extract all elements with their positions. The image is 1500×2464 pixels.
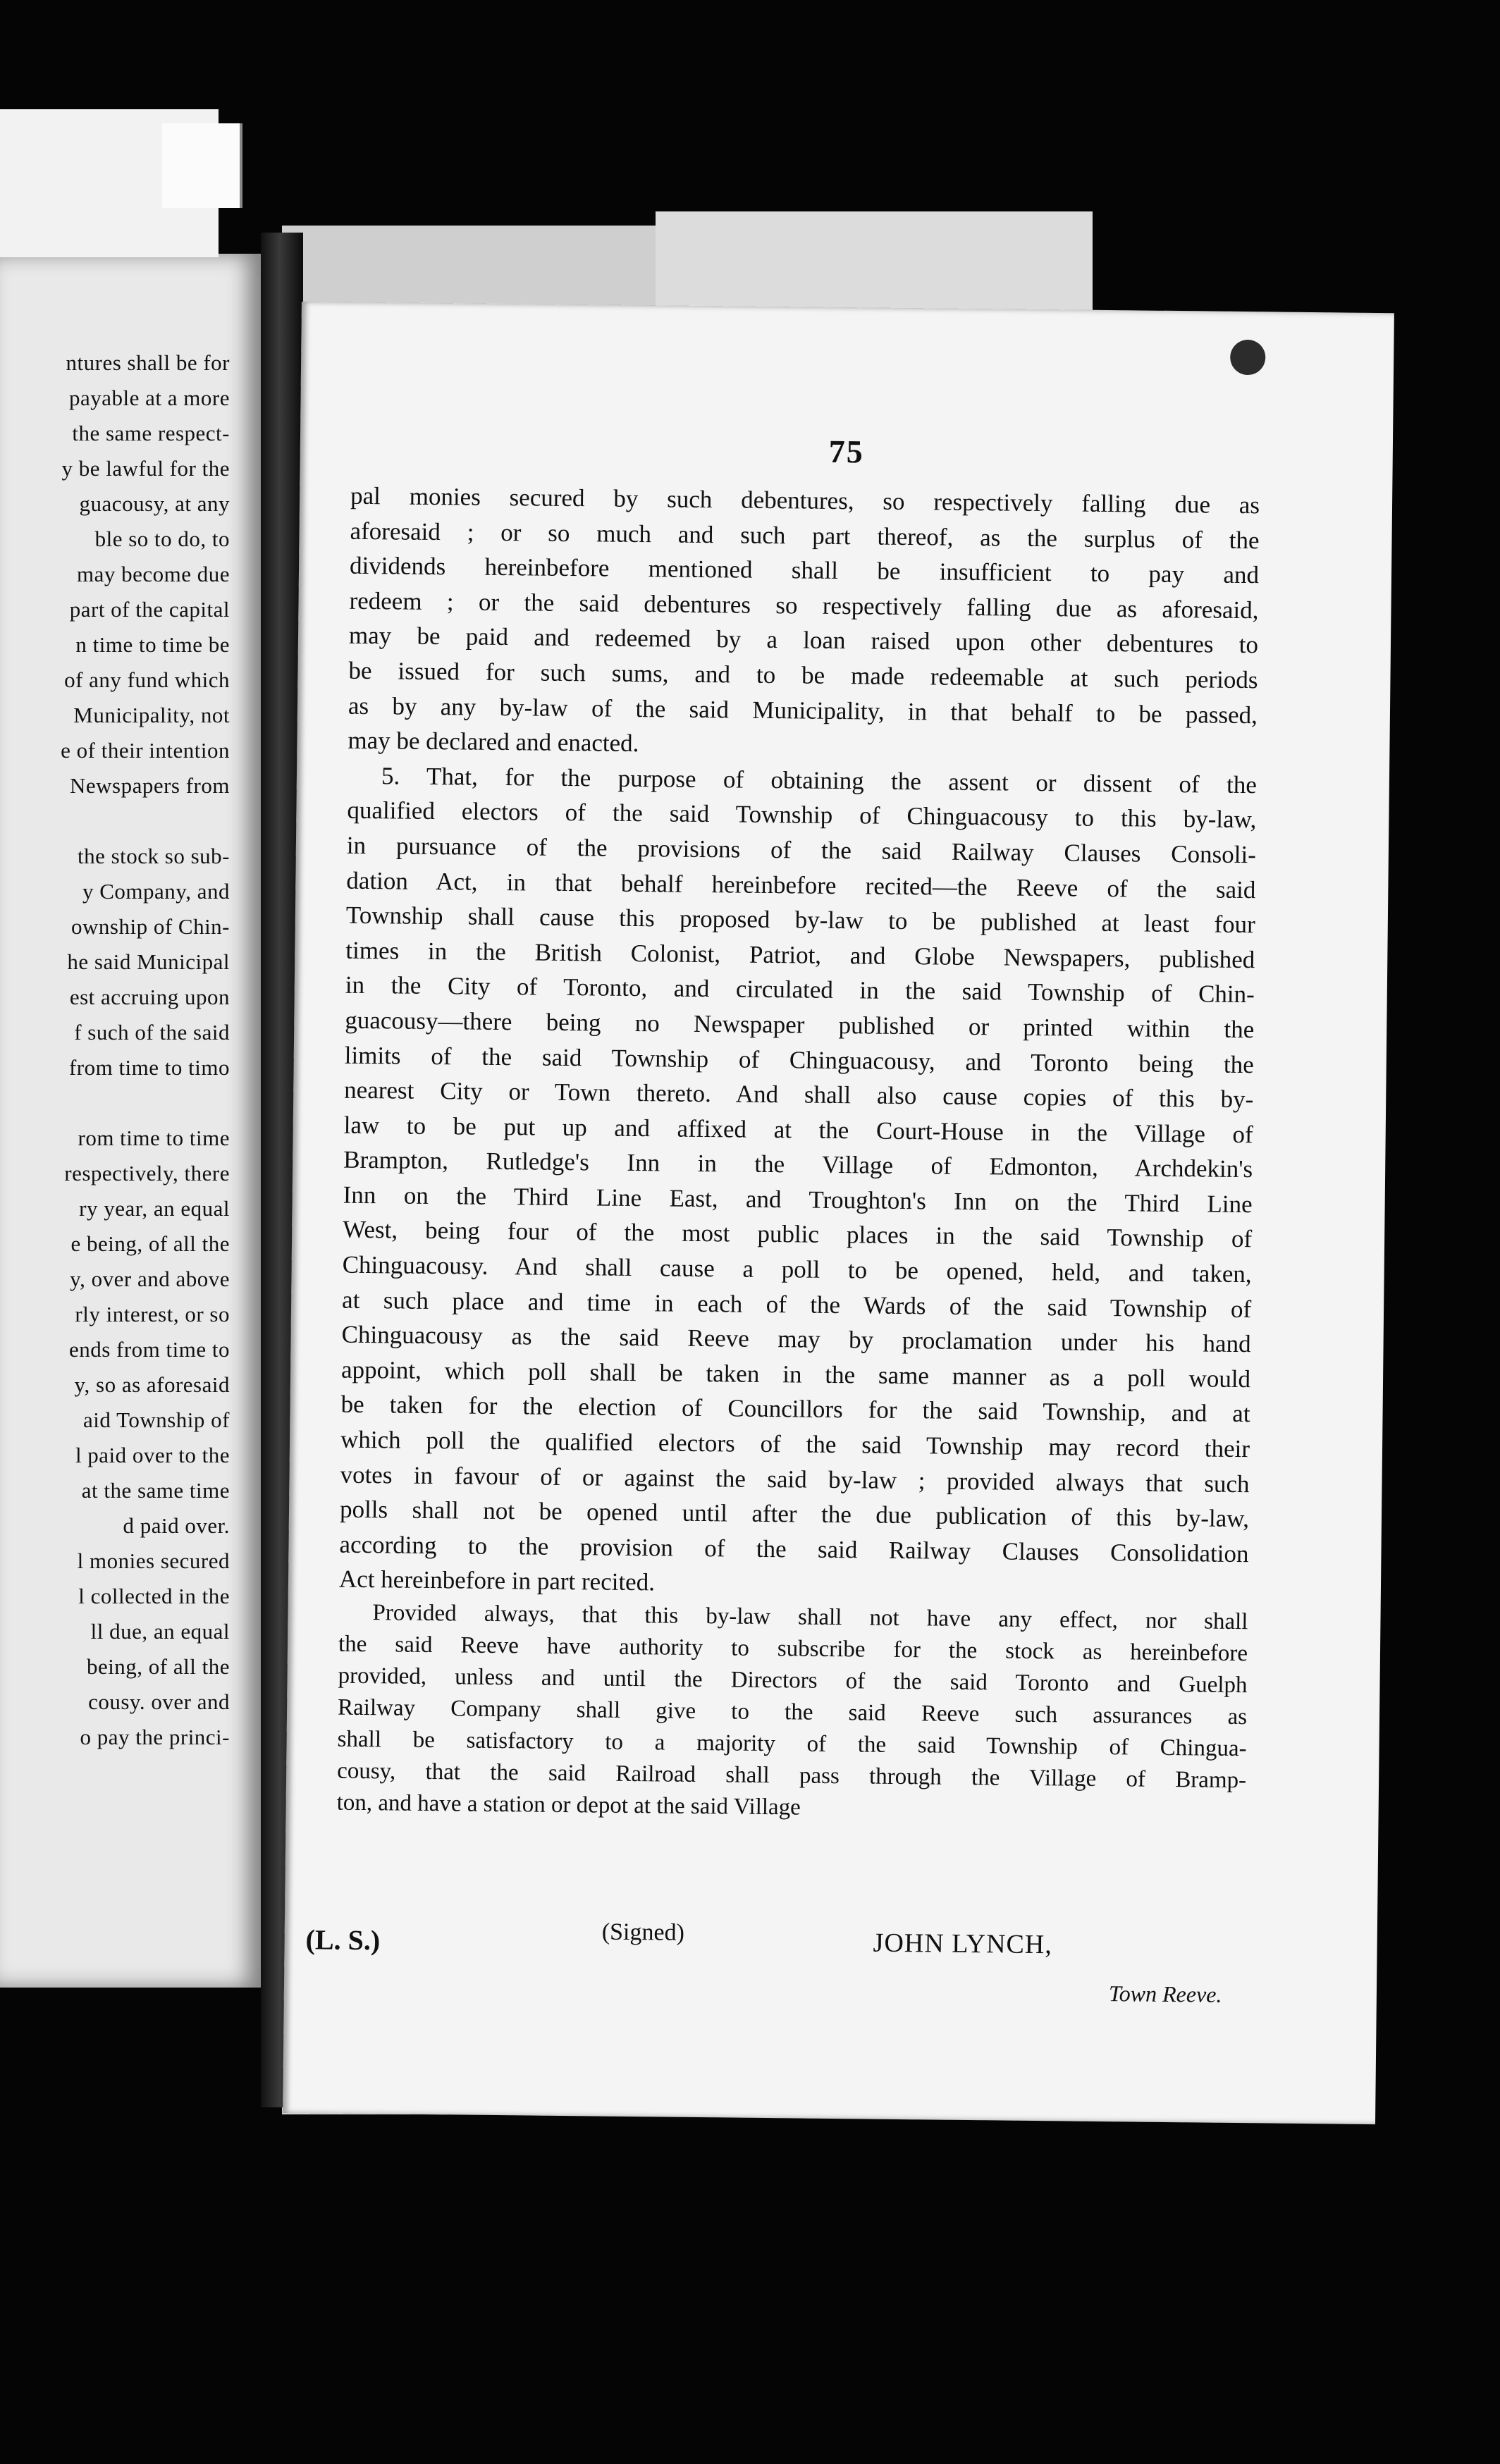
left-text-line: y, so as aforesaid [74,1372,230,1397]
body-text-line: Railway Company shall give to the said Reeve such assurances as [337,1694,1248,1730]
left-text-line: cousy. over and [88,1689,230,1714]
body-text-line: in the City of Toronto, and circulated in the said Township of Chin- [345,971,1255,1009]
left-page-text [0,345,230,1755]
left-text-line: est accruing upon [69,985,230,1009]
body-text-line: appoint, which poll shall be taken in the same manner as a poll would [340,1355,1251,1393]
body-text-line: pal monies secured by such debentures, so respectively falling due as [350,481,1260,519]
body-text-line: qualified electors of the said Township of Chinguacousy to this by-law, [347,796,1257,834]
left-text-line: the stock so sub- [77,844,230,868]
body-text-line: nearest City or Town thereto. And shall also cause copies of this by- [344,1076,1254,1114]
body-text-line: aforesaid ; or so much and such part thereof, as the surplus of the [350,517,1260,554]
body-text-line: limits of the said Township of Chinguacousy, and Toronto being the [344,1041,1254,1078]
body-text-line: in pursuance of the provisions of the said Railway Clauses Consoli- [346,831,1257,869]
body-text-line: Provided always, that this by-law shall not have any effect, nor shall [372,1600,1248,1635]
left-text-line: aid Township of [83,1407,230,1432]
body-text-line: the said Reeve have authority to subscribe for the stock as hereinbefore [338,1631,1248,1667]
left-text-line: y be lawful for the [61,456,230,481]
signed-label: (Signed) [601,1918,685,1946]
left-text-line: l monies secured [77,1548,230,1573]
ink-speck [1230,340,1266,376]
body-text-line: Act hereinbefore in part recited. [338,1565,656,1596]
body-text-line: shall be satisfactory to a majority of the said Township of Chingua- [337,1726,1247,1762]
left-text-line: ll due, an equal [90,1619,230,1644]
left-text-line: ownship of Chin- [71,914,230,939]
body-text-line: West, being four of the most public places in the said Township of [343,1216,1253,1253]
body-text-line: guacousy—there being no Newspaper published or printed within the [345,1006,1255,1044]
signatory-name: JOHN LYNCH, [873,1928,1053,1960]
body-text-line: Chinguacousy as the said Reeve may by proclamation under his hand [341,1320,1251,1358]
left-text-line: the same respect- [72,421,230,445]
left-text-line: respectively, there [64,1161,230,1185]
left-text-line: at the same time [81,1478,230,1503]
right-page-body-text [336,479,1260,1828]
page-number: 75 [828,433,865,470]
body-text-line: votes in favour of or against the said by-law ; provided always that such [340,1460,1250,1498]
left-text-line: he said Municipal [67,949,230,974]
body-text-line: may be declared and enacted. [348,726,639,758]
left-text-line: l paid over to the [75,1443,230,1467]
signature-block [305,1916,1265,1968]
body-text-line: polls shall not be opened until after the due publication of this by-law, [339,1495,1250,1533]
left-text-line: y Company, and [82,879,230,904]
paragraph-gap [0,803,230,839]
left-text-line: from time to timo [68,1055,230,1080]
left-text-line: n time to time be [75,632,230,657]
left-text-line: l collected in the [78,1584,230,1608]
left-text-line: being, of all the [86,1654,230,1679]
body-text-line: Chinguacousy. And shall cause a poll to be opened, held, and taken, [342,1250,1252,1288]
body-text-line: redeem ; or the said debentures so respectively falling due as aforesaid, [349,586,1259,624]
left-text-line: ry year, an equal [79,1196,230,1221]
left-text-line: ntures shall be for [66,350,230,375]
right-page [283,302,1394,2124]
left-text-line: part of the capital [69,597,230,622]
left-text-line: may become due [76,562,230,586]
left-text-line: rom time to time [78,1126,230,1150]
body-text-line: cousy, that the said Railroad shall pass through the Village of Bramp- [336,1758,1247,1794]
body-text-line: times in the British Colonist, Patriot, and Globe Newspapers, published [345,936,1255,973]
body-text-line: dation Act, in that behalf hereinbefore recited—the Reeve of the said [346,866,1256,904]
body-text-line: be taken for the election of Councillors for the said Township, and at [340,1391,1250,1428]
signatory-title: Town Reeve. [1108,1981,1222,2007]
body-text-line: law to be put up and affixed at the Court-House in the Village of [343,1111,1253,1148]
body-text-line: as by any by-law of the said Municipality, in that behalf to be passed, [348,691,1258,729]
paragraph-gap [0,1085,230,1121]
seal-mark: (L. S.) [305,1923,381,1957]
left-page-tab [162,123,242,208]
left-text-line: e being, of all the [70,1231,230,1256]
body-text-line: according to the provision of the said Railway Clauses Consolidation [339,1530,1249,1567]
body-text-line: 5. That, for the purpose of obtaining the assent or dissent of the [381,761,1258,799]
body-text-line: which poll the qualified electors of the said Township may record their [340,1425,1250,1463]
left-text-line: Newspapers from [69,773,230,798]
body-text-line: be issued for such sums, and to be made redeemable at such periods [348,656,1258,694]
body-text-line: Brampton, Rutledge's Inn in the Village of Edmonton, Archdekin's [343,1145,1253,1183]
left-text-line: e of their intention [61,738,230,763]
left-text-line: y, over and above [70,1267,230,1291]
left-text-line: ends from time to [68,1337,230,1362]
body-text-line: at such place and time in each of the Wards of the said Township of [341,1286,1252,1323]
left-text-line: f such of the said [74,1020,230,1045]
body-text-line: provided, unless and until the Directors of the said Toronto and Guelph [338,1663,1248,1699]
body-text-line: may be paid and redeemed by a loan raised upon other debentures to [348,622,1259,659]
left-text-line: o pay the princi- [80,1725,230,1749]
body-text-line: Inn on the Third Line East, and Troughton's Inn on the Third Line [343,1181,1253,1219]
body-text-line: dividends hereinbefore mentioned shall be insufficient to pay and [349,551,1260,589]
left-text-line: rly interest, or so [75,1302,230,1326]
body-text-line: ton, and have a station or depot at the said Village [336,1790,801,1821]
left-text-line: payable at a more [69,386,230,410]
body-text-line: Township shall cause this proposed by-law to be published at least four [345,901,1256,939]
left-text-line: guacousy, at any [79,491,230,516]
left-text-line: d paid over. [123,1513,230,1538]
left-text-line: ble so to do, to [94,526,230,551]
left-text-line: Municipality, not [73,703,230,727]
left-page [0,254,261,1988]
left-text-line: of any fund which [64,667,230,692]
